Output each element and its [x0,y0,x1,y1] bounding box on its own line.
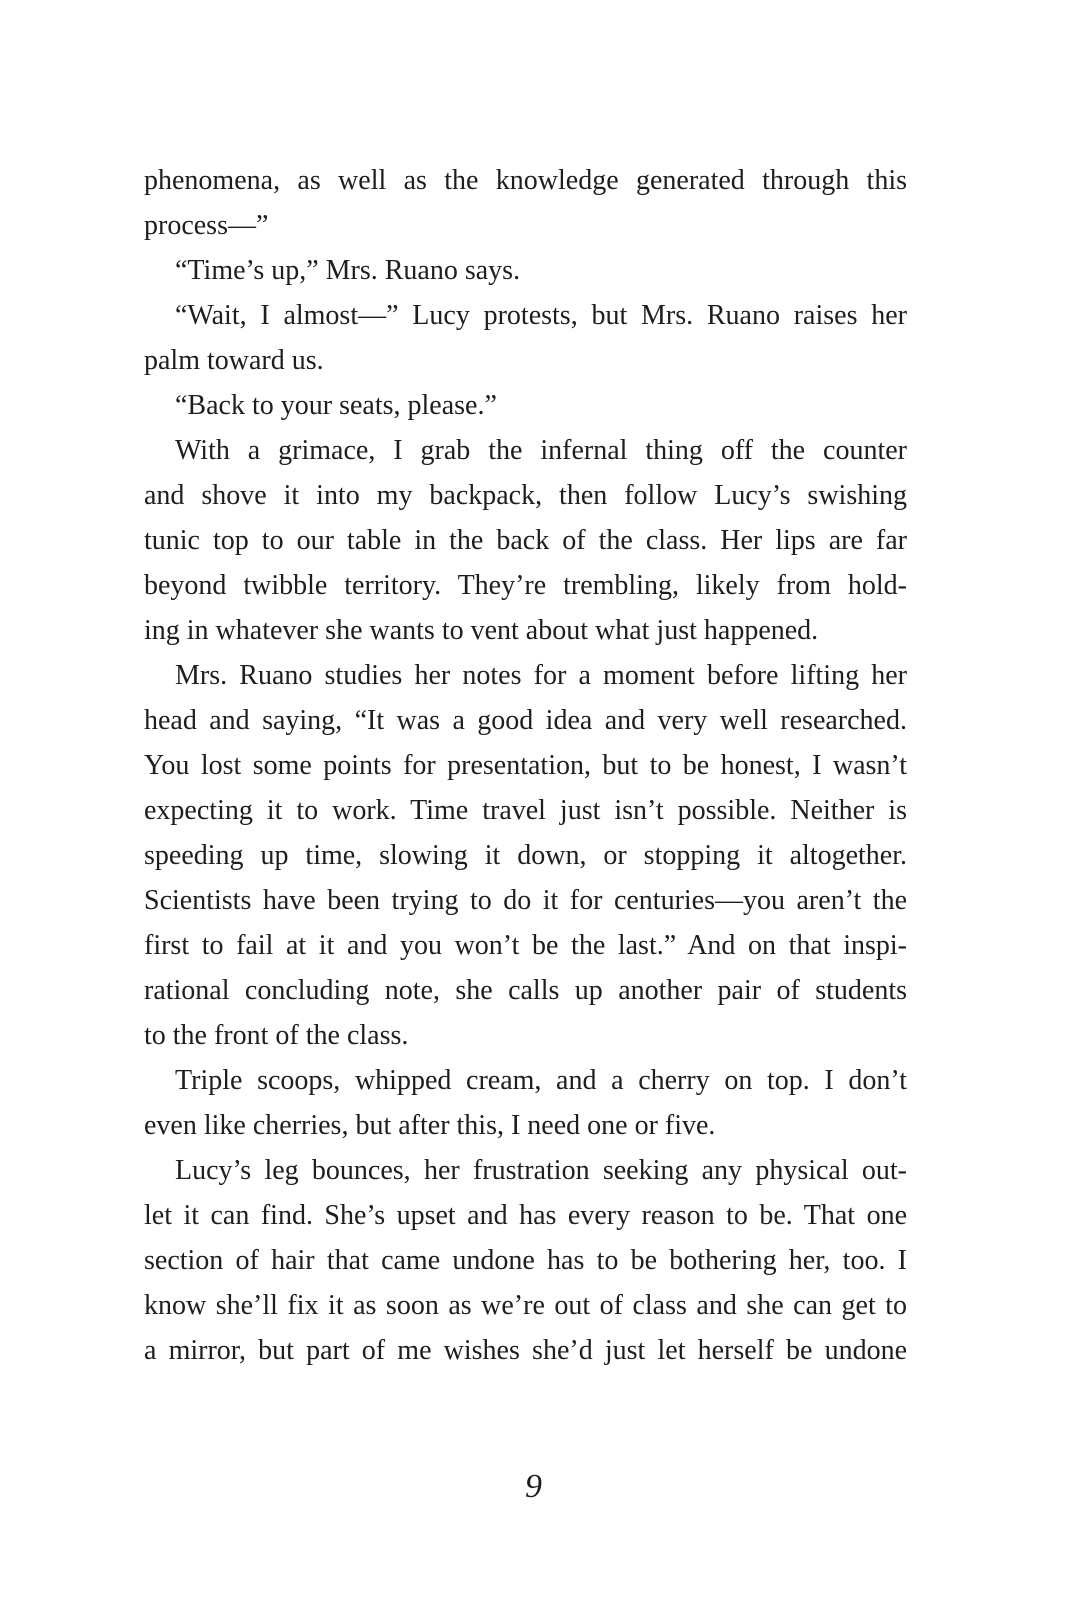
text-line: With a grimace, I grab the infernal thing off the counter [175,435,907,466]
text-line: phenomena, as well as the knowledge generated through this [144,165,907,196]
text-line: to the front of the class. [144,1020,409,1051]
text-line: process—” [144,210,269,241]
text-line: tunic top to our table in the back of the class. Her lips are far [144,525,907,556]
text-line: speeding up time, slowing it down, or stopping it altogether. [144,840,907,871]
body-text [144,158,907,1373]
text-line: even like cherries, but after this, I need one or five. [144,1110,716,1141]
text-line: “Wait, I almost—” Lucy protests, but Mrs. Ruano raises her [175,300,907,331]
text-line: Triple scoops, whipped cream, and a cherry on top. I don’t [175,1065,907,1096]
text-line: a mirror, but part of me wishes she’d just let herself be undone [144,1335,907,1366]
text-line: Lucy’s leg bounces, her frustration seeking any physical out- [175,1155,907,1186]
text-line: rational concluding note, she calls up another pair of students [144,975,907,1006]
text-line: You lost some points for presentation, but to be honest, I wasn’t [144,750,907,781]
text-line: ing in whatever she wants to vent about what just happened. [144,615,819,646]
text-line: “Time’s up,” Mrs. Ruano says. [175,255,521,286]
text-line: palm toward us. [144,345,324,376]
text-line: know she’ll fix it as soon as we’re out of class and she can get to [144,1290,907,1321]
text-line: and shove it into my backpack, then follow Lucy’s swishing [144,480,907,511]
text-line: beyond twibble territory. They’re trembling, likely from hold- [144,570,907,601]
page-number: 9 [525,1468,542,1505]
text-line: Mrs. Ruano studies her notes for a moment before lifting her [175,660,907,691]
text-line: head and saying, “It was a good idea and very well researched. [144,705,907,736]
text-line: “Back to your seats, please.” [175,390,497,421]
text-line: let it can find. She’s upset and has every reason to be. That one [144,1200,907,1231]
text-line: Scientists have been trying to do it for centuries—you aren’t the [144,885,907,916]
text-line: first to fail at it and you won’t be the last.” And on that inspi- [144,930,907,961]
text-line: expecting it to work. Time travel just isn’t possible. Neither is [144,795,907,826]
text-line: section of hair that came undone has to be bothering her, too. I [144,1245,907,1276]
